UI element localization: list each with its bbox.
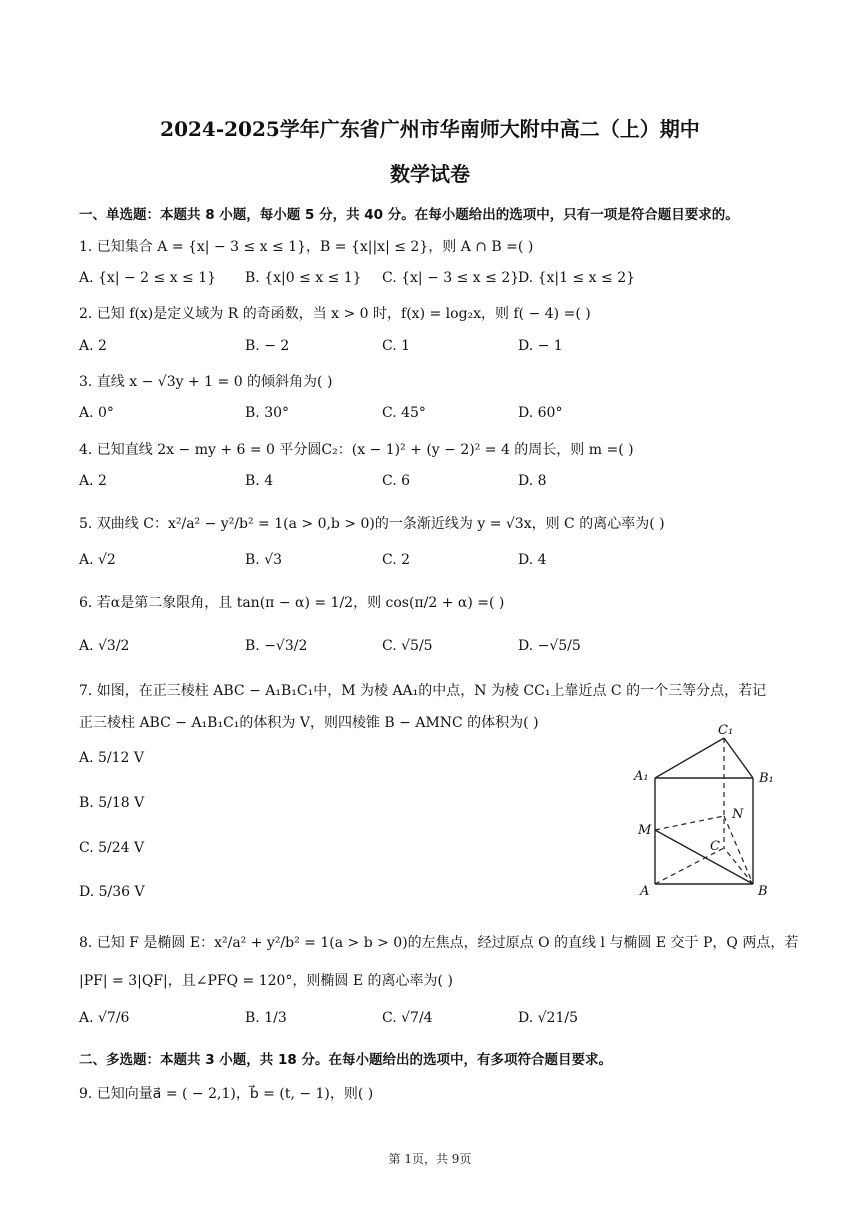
q6-option-c: C. √5/5 xyxy=(382,638,433,654)
q5-option-c: C. 2 xyxy=(382,552,411,568)
q4-option-d: D. 8 xyxy=(518,473,547,489)
q7-option-a: A. 5/12 V xyxy=(79,750,145,766)
label-n: N xyxy=(732,807,744,822)
question-7-stem: 7. 如图，在正三棱柱 ABC − A₁B₁C₁中，M 为棱 AA₁的中点，N 为棱 CC₁上靠近点 C 的一个三等分点，若记 xyxy=(79,683,767,699)
question-7-stem-cont: 正三棱柱 ABC − A₁B₁C₁的体积为 V，则四棱锥 B − AMNC 的体积为( ) xyxy=(79,715,539,731)
section-single-choice: 一、单选题：本题共 8 小题，每小题 5 分，共 40 分。在每小题给出的选项中，只有一项是符合题目要求的。 xyxy=(79,207,739,223)
question-8-stem: 8. 已知 F 是椭圆 E：x²/a² + y²/b² = 1(a > b > 0)的左焦点，经过原点 O 的直线 l 与椭圆 E 交于 P，Q 两点，若 xyxy=(79,935,799,951)
q6-option-d: D. −√5/5 xyxy=(518,638,581,654)
q8-option-b: B. 1/3 xyxy=(245,1010,287,1026)
question-5-stem: 5. 双曲线 C：x²/a² − y²/b² = 1(a > 0,b > 0)的一条渐近线为 y = √3x，则 C 的离心率为( ) xyxy=(79,516,665,532)
question-4-stem: 4. 已知直线 2x − my + 6 = 0 平分圆C₂：(x − 1)² + (y − 2)² = 4 的周长，则 m =( ) xyxy=(79,442,634,458)
segment-mn-hidden xyxy=(655,816,724,830)
q6-option-b: B. −√3/2 xyxy=(245,638,308,654)
q4-option-a: A. 2 xyxy=(79,473,107,489)
question-8-stem-cont: |PF| = 3|QF|，且∠PFQ = 120°，则椭圆 E 的离心率为( ) xyxy=(79,973,453,989)
edge-b1c1 xyxy=(724,738,753,778)
q4-option-c: C. 6 xyxy=(382,473,411,489)
edge-a1c1 xyxy=(655,738,724,778)
label-c: C xyxy=(710,839,720,854)
q5-option-d: D. 4 xyxy=(518,552,547,568)
q5-option-b: B. √3 xyxy=(245,552,283,568)
label-a: A xyxy=(640,884,650,899)
q2-option-c: C. 1 xyxy=(382,338,411,354)
exam-subtitle: 数学试卷 xyxy=(390,162,470,186)
q2-option-a: A. 2 xyxy=(79,338,107,354)
section-multi-choice: 二、多选题：本题共 3 小题，共 18 分。在每小题给出的选项中，有多项符合题目要求。 xyxy=(79,1052,612,1068)
q8-option-d: D. √21/5 xyxy=(518,1010,578,1026)
segment-mb xyxy=(655,830,753,884)
q8-option-a: A. √7/6 xyxy=(79,1010,130,1026)
q3-option-d: D. 60° xyxy=(518,405,563,421)
q5-option-a: A. √2 xyxy=(79,552,116,568)
segment-nb-hidden xyxy=(724,816,753,884)
q6-option-a: A. √3/2 xyxy=(79,638,130,654)
q8-option-c: C. √7/4 xyxy=(382,1010,433,1026)
q1-option-d: D. {x|1 ≤ x ≤ 2} xyxy=(518,270,636,286)
q1-option-a: A. {x| − 2 ≤ x ≤ 1} xyxy=(79,270,217,286)
q1-option-b: B. {x|0 ≤ x ≤ 1} xyxy=(245,270,362,286)
q7-option-b: B. 5/18 V xyxy=(79,795,145,811)
question-9-stem: 9. 已知向量a⃗ = ( − 2,1)，b⃗ = (t, − 1)，则( ) xyxy=(79,1086,374,1102)
label-m: M xyxy=(638,823,652,838)
label-a1: A₁ xyxy=(634,769,649,784)
question-1-stem: 1. 已知集合 A = {x| − 3 ≤ x ≤ 1}，B = {x||x| ≤ 2}，则 A ∩ B =( ) xyxy=(79,239,534,255)
question-6-stem: 6. 若α是第二象限角，且 tan(π − α) = 1/2，则 cos(π/2 + α) =( ) xyxy=(79,595,505,611)
page-footer: 第 1页，共 9页 xyxy=(388,1152,472,1166)
q3-option-c: C. 45° xyxy=(382,405,426,421)
edge-bc-hidden xyxy=(724,848,753,884)
q4-option-b: B. 4 xyxy=(245,473,274,489)
q7-option-d: D. 5/36 V xyxy=(79,884,145,900)
q1-option-c: C. {x| − 3 ≤ x ≤ 2} xyxy=(382,270,520,286)
q2-option-b: B. − 2 xyxy=(245,338,290,354)
q7-option-c: C. 5/24 V xyxy=(79,840,145,856)
label-c1: C₁ xyxy=(718,723,734,738)
q3-option-a: A. 0° xyxy=(79,405,114,421)
q3-option-b: B. 30° xyxy=(245,405,290,421)
question-2-stem: 2. 已知 f(x)是定义域为 R 的奇函数，当 x > 0 时，f(x) = log₂x，则 f( − 4) =( ) xyxy=(79,306,591,322)
q2-option-d: D. − 1 xyxy=(518,338,563,354)
label-b: B xyxy=(758,884,768,899)
question-3-stem: 3. 直线 x − √3y + 1 = 0 的倾斜角为( ) xyxy=(79,374,333,390)
prism-figure xyxy=(628,720,788,900)
label-b1: B₁ xyxy=(759,771,774,786)
exam-title: 2024-2025学年广东省广州市华南师大附中高二（上）期中 xyxy=(160,117,700,141)
